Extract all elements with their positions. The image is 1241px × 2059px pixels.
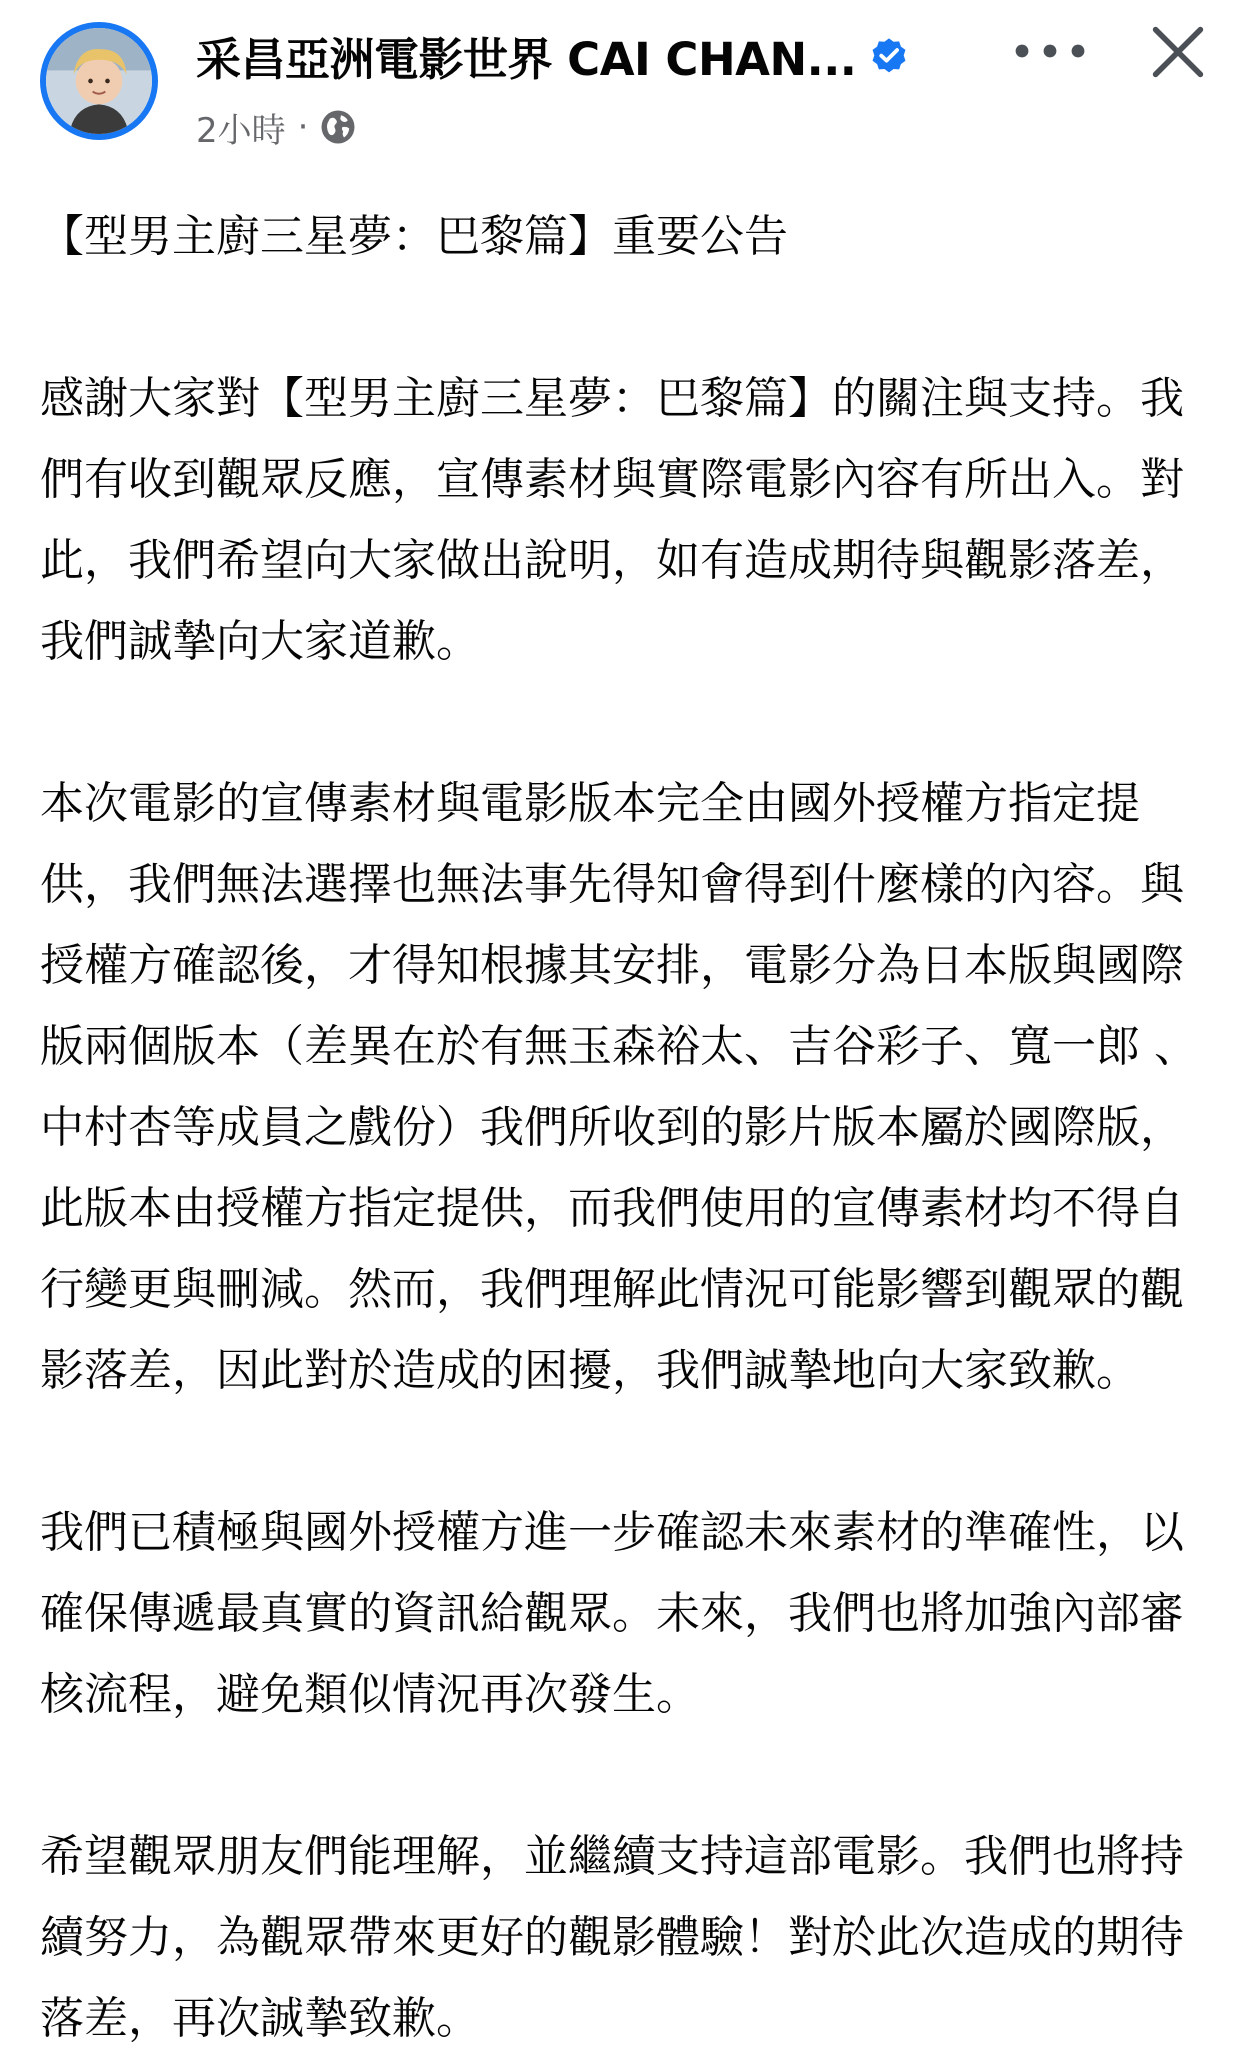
globe-icon: [320, 109, 356, 145]
page-avatar[interactable]: [40, 22, 158, 140]
post-paragraph: 本次電影的宣傳素材與電影版本完全由國外授權方指定提供，我們無法選擇也無法事先得知會得到什麼樣的內容。與授權方確認後，才得知根據其安排，電影分為日本版與國際版兩個版本（差異在於有無玉森裕太、吉谷彩子、寬一郎 、中村杏等成員之戲份）我們所收到的影片版本屬於國際版，此版本由授權方指定提供，而我們使用的宣傳素材均不得自行變更與刪減。然而，我們理解此情況可能影響到觀眾的觀影落差，因此對於造成的困擾，我們誠摯地向大家致歉。: [40, 778, 1198, 1396]
verified-badge-icon: [868, 34, 910, 76]
close-icon: [1150, 24, 1206, 80]
post-timestamp[interactable]: 2小時: [196, 110, 286, 151]
post-header: [0, 0, 1241, 170]
post-paragraph: 感謝大家對【型男主廚三星夢：巴黎篇】的關注與支持。我們有收到觀眾反應，宣傳素材與實際電影內容有所出入。對此，我們希望向大家做出說明，如有造成期待與觀影落差，我們誠摯向大家道歉。: [40, 373, 1184, 667]
more-options-button[interactable]: [1000, 26, 1100, 76]
page-name[interactable]: 采昌亞洲電影世界 CAI CHAN...: [196, 32, 857, 86]
post-title: 【型男主廚三星夢：巴黎篇】重要公告: [40, 211, 788, 262]
post-paragraph: 我們已積極與國外授權方進一步確認未來素材的準確性，以確保傳遞最真實的資訊給觀眾。未來，我們也將加強內部審核流程，避免類似情況再次發生。: [40, 1507, 1184, 1720]
post-paragraph: 希望觀眾朋友們能理解，並繼續支持這部電影。我們也將持續努力，為觀眾帶來更好的觀影體驗！對於此次造成的期待落差，再次誠摯致歉。: [40, 1831, 1184, 2044]
page-name-row: [196, 24, 910, 86]
post-text: [40, 196, 1200, 2059]
avatar-image: [46, 28, 152, 134]
meta-separator: ·: [297, 107, 309, 147]
post-meta: [196, 102, 356, 152]
more-icon: [1010, 39, 1090, 63]
close-button[interactable]: [1140, 14, 1216, 90]
